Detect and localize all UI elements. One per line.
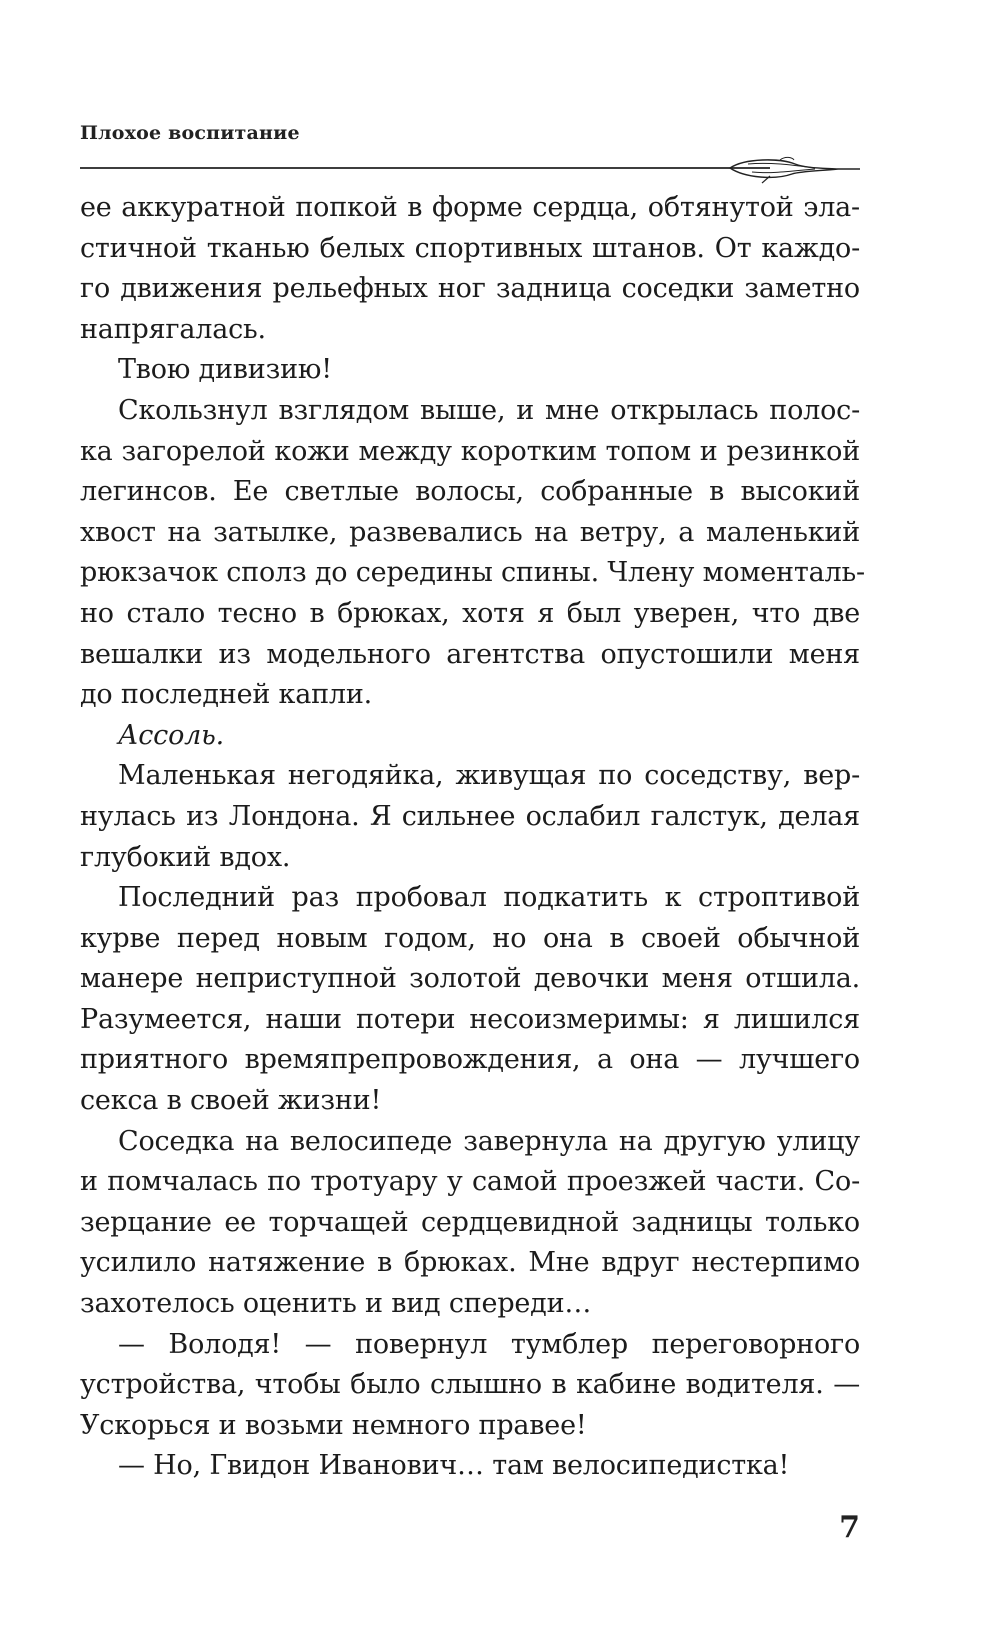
text-line: курве перед новым годом, но она в своей обычной xyxy=(80,922,860,954)
text-line: ка загорелой кожи между коротким топом и резинкой xyxy=(80,435,860,467)
page-number: 7 xyxy=(839,1510,860,1545)
text-line: секса в своей жизни! xyxy=(80,1085,382,1117)
text-line: — Володя! — повернул тумблер переговорного xyxy=(118,1328,860,1360)
text-line: хвост на затылке, развевались на ветру, а маленький xyxy=(80,516,860,548)
text-line: легинсов. Ее светлые волосы, собранные в высокий xyxy=(80,476,860,508)
text-line: Соседка на велосипеде завернула на другую улицу xyxy=(118,1125,860,1157)
text-line: ее аккуратной попкой в форме сердца, обтянутой эла- xyxy=(80,192,860,223)
text-line: но стало тесно в брюках, хотя я был уверен, что две xyxy=(80,597,860,629)
text-line: Маленькая негодяйка, живущая по соседству, вер- xyxy=(118,760,860,792)
text-line: вешалки из модельного агентства опустошили меня xyxy=(80,638,860,670)
text-line: до последней капли. xyxy=(80,679,373,711)
text-line: Ассоль. xyxy=(118,719,225,751)
text-line: нулась из Лондона. Я сильнее ослабил галстук, делая xyxy=(80,800,860,832)
text-line: усилило натяжение в брюках. Мне вдруг нестерпимо xyxy=(80,1247,860,1279)
text-line: устройства, чтобы было слышно в кабине водителя. — xyxy=(80,1369,860,1401)
text-line: го движения рельефных ног задница соседки заметно xyxy=(80,273,860,305)
text-line: приятного времяпрепровождения, а она — лучшего xyxy=(80,1044,860,1076)
text-line: — Но, Гвидон Иванович… там велосипедистка! xyxy=(118,1450,790,1482)
text-line: и помчалась по тротуару у самой проезжей части. Со- xyxy=(80,1166,860,1198)
text-line: зерцание ее торчащей сердцевидной задницы только xyxy=(80,1206,860,1238)
text-line: напрягалась. xyxy=(80,313,266,345)
header-rule-ornament-icon xyxy=(80,156,860,186)
text-line: глубокий вдох. xyxy=(80,841,291,873)
text-line: захотелось оценить и вид спереди… xyxy=(80,1288,592,1320)
text-line: Последний раз пробовал подкатить к строптивой xyxy=(118,882,860,914)
text-line: Скользнул взглядом выше, и мне открылась полос- xyxy=(118,394,860,426)
text-line: стичной тканью белых спортивных штанов. От каждо- xyxy=(80,232,860,264)
text-line: рюкзачок сполз до середины спины. Члену моменталь- xyxy=(80,557,865,589)
text-line: Разумеется, наши потери несоизмеримы: я лишился xyxy=(80,1003,860,1035)
text-line: Твою дивизию! xyxy=(118,354,332,386)
text-line: манере неприступной золотой девочки меня отшила. xyxy=(80,963,860,995)
text-line: Ускорься и возьми немного правее! xyxy=(80,1409,587,1441)
running-title: Плохое воспитание xyxy=(80,122,300,144)
body-text xyxy=(80,188,865,1487)
